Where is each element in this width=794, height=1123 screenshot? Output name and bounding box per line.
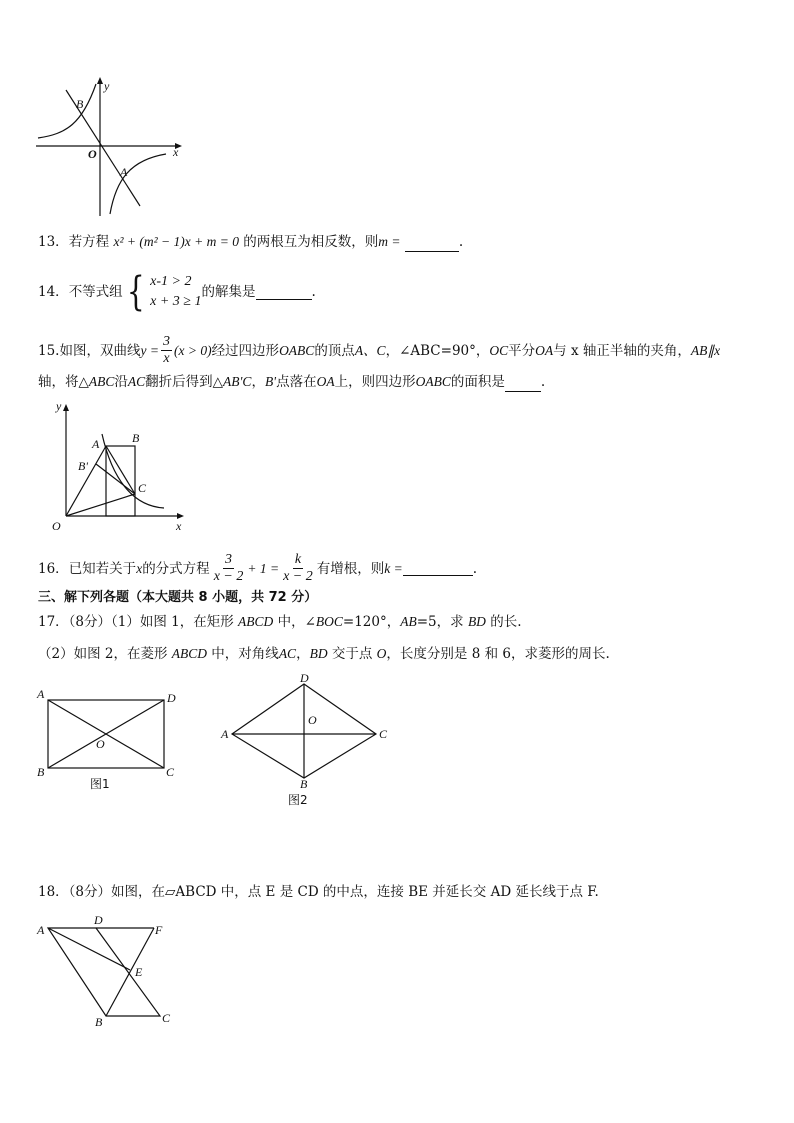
math-label: B' <box>264 374 277 389</box>
origin-label: O <box>52 519 61 533</box>
question-17-part-1 <box>38 612 522 632</box>
math-label: ABCD <box>171 646 208 661</box>
question-text: 的两根互为相反数，则 <box>243 234 379 250</box>
equation: x² + (m² − 1)x + m = 0 <box>113 234 239 249</box>
math-label: A、C <box>354 342 386 358</box>
question-text: 若方程 <box>68 234 110 250</box>
math-label: OA <box>535 342 554 358</box>
math-label: O <box>376 646 387 661</box>
question-text: 点落在 <box>276 374 317 390</box>
math-label: AC <box>278 646 297 661</box>
math-label: ABC <box>88 374 115 389</box>
point-a-label: A <box>120 165 128 179</box>
question-13 <box>38 232 463 252</box>
x-axis-label: x <box>176 519 182 533</box>
question-text: ， <box>251 374 265 390</box>
inequality-system <box>123 269 202 315</box>
figure-caption: 图2 <box>288 793 308 807</box>
question-text: 轴，将△ <box>38 374 89 390</box>
question-text: 上，则四边形 <box>334 374 416 390</box>
figure-17-2 <box>218 670 396 810</box>
figure-17-1 <box>34 684 194 794</box>
point-d-label: D <box>94 913 103 927</box>
answer-blank[interactable] <box>403 561 473 576</box>
point-d-label: D <box>300 671 309 685</box>
point-a-label: A <box>37 923 45 937</box>
inequality-2: x + 3 ≥ 1 <box>150 294 202 309</box>
fraction <box>281 552 315 585</box>
origin-label: O <box>88 147 97 161</box>
question-text: 有增根，则 <box>316 560 385 577</box>
fraction-numerator: 3 <box>225 552 233 567</box>
fraction-numerator: 3 <box>162 334 170 349</box>
question-text: 交于点 <box>327 646 377 662</box>
question-15-line-1 <box>38 334 720 367</box>
question-text: 已知若关于 <box>68 560 137 577</box>
figure-caption: 图1 <box>90 777 110 791</box>
question-text: （2）如图 2，在菱形 <box>38 646 172 662</box>
question-number: 16． <box>38 560 69 577</box>
point-a-label: A <box>221 727 229 741</box>
math-label: OABC <box>415 374 451 389</box>
y-axis-label: y <box>56 399 62 413</box>
question-text: 的长. <box>485 614 522 630</box>
question-18: 18．（8分）如图，在▱ABCD 中，点 E 是 CD 的中点，连接 BE 并延长交 AD 延长线于点 F. <box>38 884 599 900</box>
answer-blank[interactable] <box>505 377 541 392</box>
question-number: 14． <box>38 284 69 300</box>
punctuation: . <box>472 560 478 577</box>
math-label: ABCD <box>238 614 274 629</box>
question-number: 15. <box>38 342 60 359</box>
point-f-label: F <box>155 923 163 937</box>
question-text: 中，对角线 <box>207 646 279 662</box>
question-text: =5，求 <box>416 614 468 630</box>
point-a-label: A <box>37 687 45 701</box>
point-d-label: D <box>167 691 176 705</box>
math-label: AB∥x <box>690 342 721 358</box>
question-text: ，∠ABC=90°， <box>385 342 490 359</box>
question-14 <box>38 269 316 315</box>
inequality-1: x-1 > 2 <box>150 274 192 289</box>
point-c-label: C <box>138 481 147 495</box>
answer-blank[interactable] <box>405 237 459 252</box>
punctuation: . <box>540 374 546 390</box>
point-b-prime-label: B' <box>78 459 88 473</box>
math-label: BD <box>309 646 328 661</box>
question-text: 的面积是 <box>450 374 505 390</box>
punctuation: . <box>458 234 464 250</box>
question-15-line-2 <box>38 372 545 392</box>
fraction <box>212 552 246 585</box>
brace-icon: { <box>126 269 145 315</box>
question-text: 翻折后得到△ <box>145 374 224 390</box>
point-b-label: B <box>132 431 140 445</box>
fraction-denominator: x − 2 <box>283 569 313 584</box>
math-label: AB <box>400 614 417 629</box>
section-heading: 三、解下列各题（本大题共 8 小题，共 72 分） <box>38 590 318 605</box>
domain-condition: (x > 0) <box>173 342 212 358</box>
fraction <box>161 334 172 367</box>
question-17-part-2 <box>38 644 610 664</box>
math-label: AC <box>127 374 146 389</box>
question-text: 沿 <box>114 374 128 390</box>
point-b-label: B <box>76 97 84 111</box>
math-label: BOC <box>315 614 343 629</box>
question-text: 平分 <box>508 342 536 359</box>
fraction-denominator: x − 2 <box>213 569 244 584</box>
math-label: OABC <box>279 342 315 358</box>
answer-blank[interactable] <box>256 285 312 300</box>
point-c-label: C <box>162 1011 171 1025</box>
question-text: 的顶点 <box>314 342 355 359</box>
variable: x <box>136 560 143 576</box>
punctuation: . <box>311 284 316 300</box>
question-text: 中，∠ <box>273 614 316 630</box>
point-b-label: B <box>300 777 308 791</box>
question-text: 不等式组 <box>68 284 123 300</box>
point-o-label: O <box>96 737 105 751</box>
y-axis-label: y <box>104 79 110 93</box>
question-text: 经过四边形 <box>211 342 280 359</box>
figure-q18 <box>34 910 184 1032</box>
operator: + 1 = <box>247 560 280 576</box>
math-label: AB'C <box>223 374 252 389</box>
function-label: y = <box>140 342 159 358</box>
question-text: ， <box>296 646 310 662</box>
question-text: ，长度分别是 8 和 6，求菱形的周长. <box>386 646 610 662</box>
point-b-label: B <box>37 765 45 779</box>
math-label: OC <box>489 342 509 358</box>
question-text: 与 x 轴正半轴的夹角， <box>553 342 691 359</box>
question-text: 的分式方程 <box>142 560 210 577</box>
question-text: 如图，双曲线 <box>59 342 141 359</box>
point-a-label: A <box>92 437 100 451</box>
fraction-numerator: k <box>294 552 302 567</box>
x-axis-label: x <box>173 145 179 159</box>
point-c-label: C <box>379 727 388 741</box>
point-e-label: E <box>135 965 143 979</box>
fraction-denominator: x <box>163 351 170 366</box>
point-o-label: O <box>308 713 317 727</box>
math-label: BD <box>467 614 486 629</box>
question-text: =120°， <box>342 614 401 630</box>
question-text: 的解集是 <box>201 284 256 300</box>
point-c-label: C <box>166 765 175 779</box>
point-b-label: B <box>95 1015 103 1029</box>
figure-q15 <box>40 398 190 536</box>
question-number: 13． <box>38 234 69 250</box>
variable: m = <box>378 234 401 249</box>
figure-q12 <box>36 76 186 218</box>
math-label: OA <box>316 374 335 389</box>
question-16 <box>38 552 477 585</box>
question-text: 17．（8分）（1）如图 1，在矩形 <box>38 614 239 630</box>
variable: k = <box>384 560 403 576</box>
